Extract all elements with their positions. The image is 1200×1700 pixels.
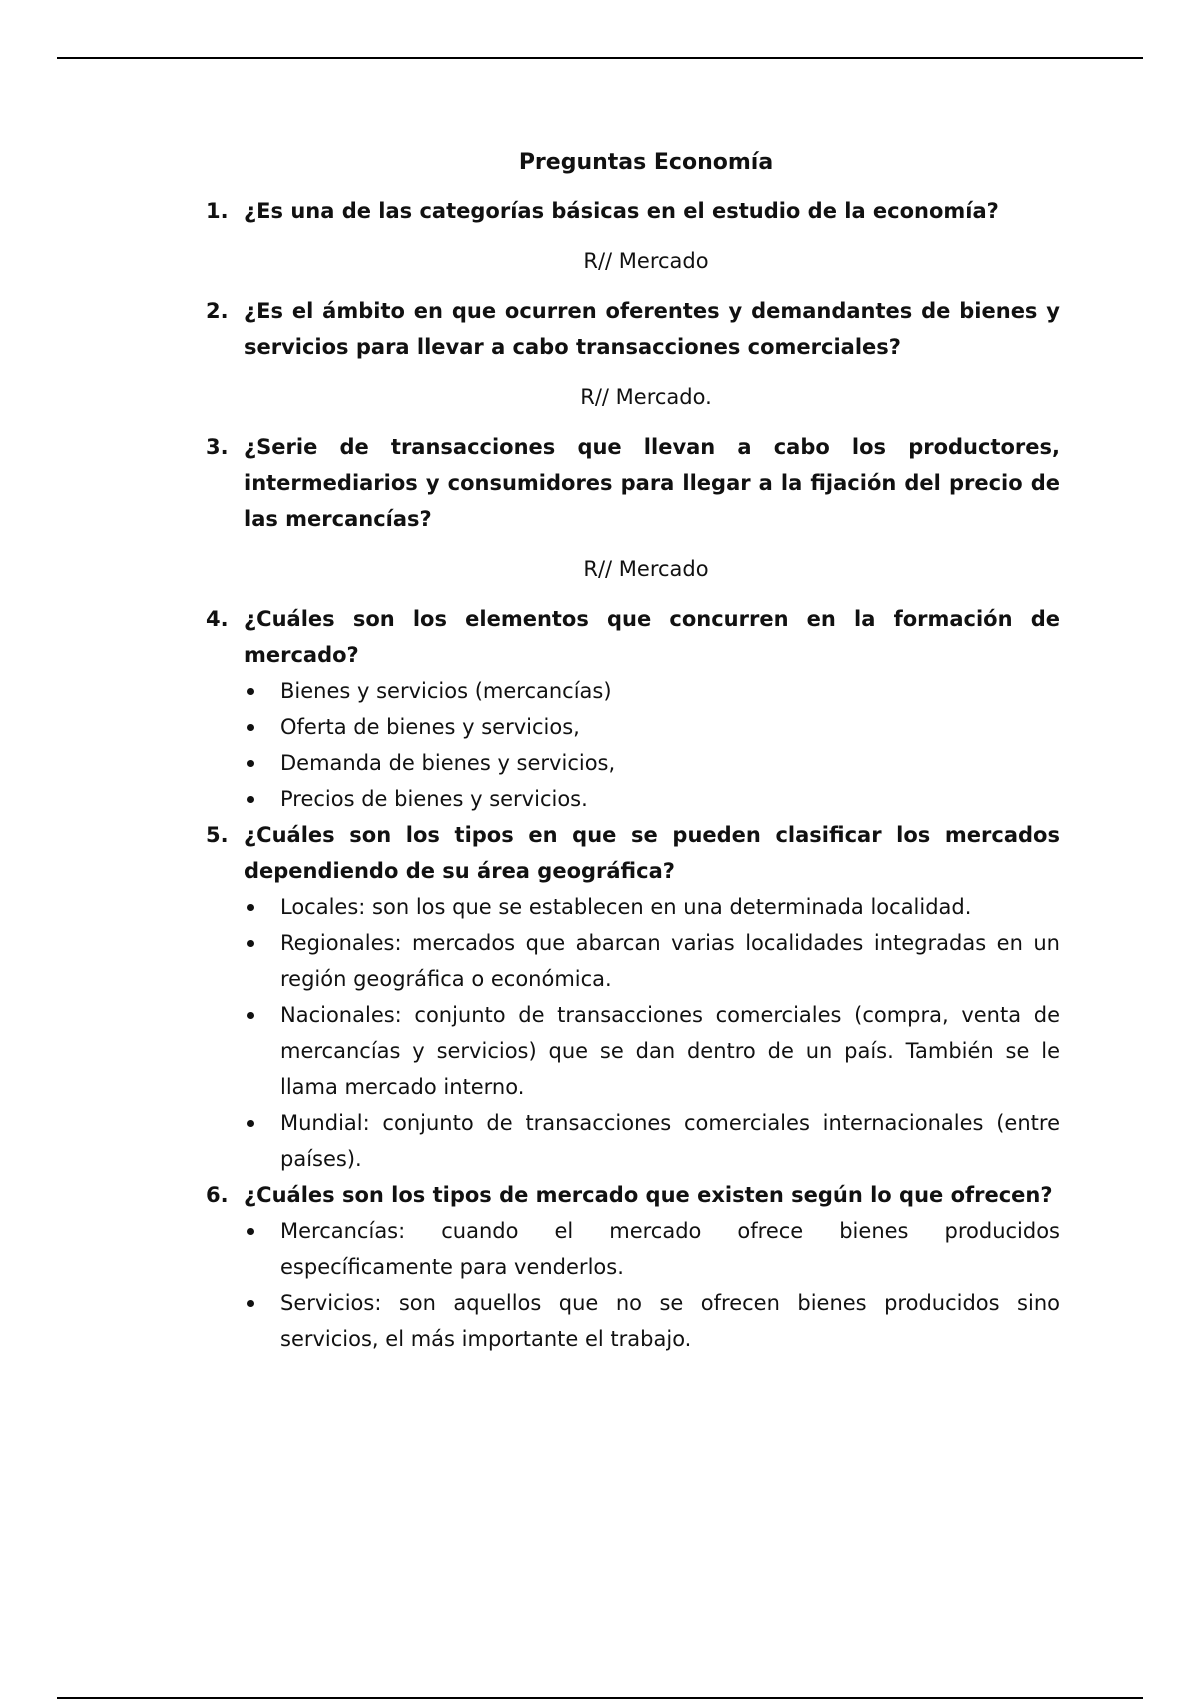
question-text: ¿Cuáles son los tipos en que se pueden clasificar los mercados dependiendo de su área geográfica? (244, 823, 1060, 883)
bullet-icon (247, 904, 254, 911)
bullet-icon (247, 724, 254, 731)
list-item: Servicios: son aquellos que no se ofrecen bienes producidos sino servicios, el más importante el trabajo. (244, 1285, 1060, 1357)
list-item: Locales: son los que se establecen en una determinada localidad. (244, 889, 1060, 925)
question-number: 2. (206, 299, 229, 323)
answer-1: R// Mercado (583, 249, 709, 273)
list-item: Demanda de bienes y servicios, (244, 745, 1060, 781)
list-item: Regionales: mercados que abarcan varias localidades integradas en un región geográfica o económica. (244, 925, 1060, 997)
list-item: Oferta de bienes y servicios, (244, 709, 1060, 745)
list-item: Mundial: conjunto de transacciones comerciales internacionales (entre países). (244, 1105, 1060, 1177)
list-item: Bienes y servicios (mercancías) (244, 673, 1060, 709)
document-body (206, 145, 1060, 1357)
question-5 (206, 817, 1060, 889)
question-3 (206, 429, 1060, 537)
bullet-icon (247, 796, 254, 803)
answer-2: R// Mercado. (580, 385, 712, 409)
bullet-icon (247, 1300, 254, 1307)
footer-rule (57, 1697, 1143, 1699)
list-item: Precios de bienes y servicios. (244, 781, 1060, 817)
question-1 (206, 193, 1060, 229)
bullet-icon (247, 688, 254, 695)
question-text: ¿Cuáles son los elementos que concurren en la formación de mercado? (244, 607, 1060, 667)
question-4 (206, 601, 1060, 673)
answer-list-5 (206, 889, 1060, 1177)
bullet-icon (247, 760, 254, 767)
list-item: Mercancías: cuando el mercado ofrece bienes producidos específicamente para venderlos. (244, 1213, 1060, 1285)
question-number: 3. (206, 435, 229, 459)
question-number: 1. (206, 199, 229, 223)
question-text: ¿Es el ámbito en que ocurren oferentes y demandantes de bienes y servicios para llevar a cabo transacciones comerciales? (244, 299, 1060, 359)
header-rule (57, 57, 1143, 59)
question-number: 5. (206, 823, 229, 847)
list-item: Nacionales: conjunto de transacciones comerciales (compra, venta de mercancías y servicios) que se dan dentro de un país. También se le llama mercado interno. (244, 997, 1060, 1105)
question-2 (206, 293, 1060, 365)
question-6 (206, 1177, 1060, 1213)
answer-list-4 (206, 673, 1060, 817)
bullet-icon (247, 1012, 254, 1019)
question-text: ¿Cuáles son los tipos de mercado que existen según lo que ofrecen? (244, 1183, 1053, 1207)
bullet-icon (247, 940, 254, 947)
question-number: 4. (206, 607, 229, 631)
bullet-icon (247, 1120, 254, 1127)
question-number: 6. (206, 1183, 229, 1207)
answer-list-6 (206, 1213, 1060, 1357)
answer-3: R// Mercado (583, 557, 709, 581)
document-title: Preguntas Economía (518, 150, 774, 175)
question-text: ¿Serie de transacciones que llevan a cabo los productores, intermediarios y consumidores para llegar a la fijación del precio de las mercancías? (244, 435, 1060, 531)
bullet-icon (247, 1228, 254, 1235)
question-text: ¿Es una de las categorías básicas en el estudio de la economía? (244, 199, 999, 223)
